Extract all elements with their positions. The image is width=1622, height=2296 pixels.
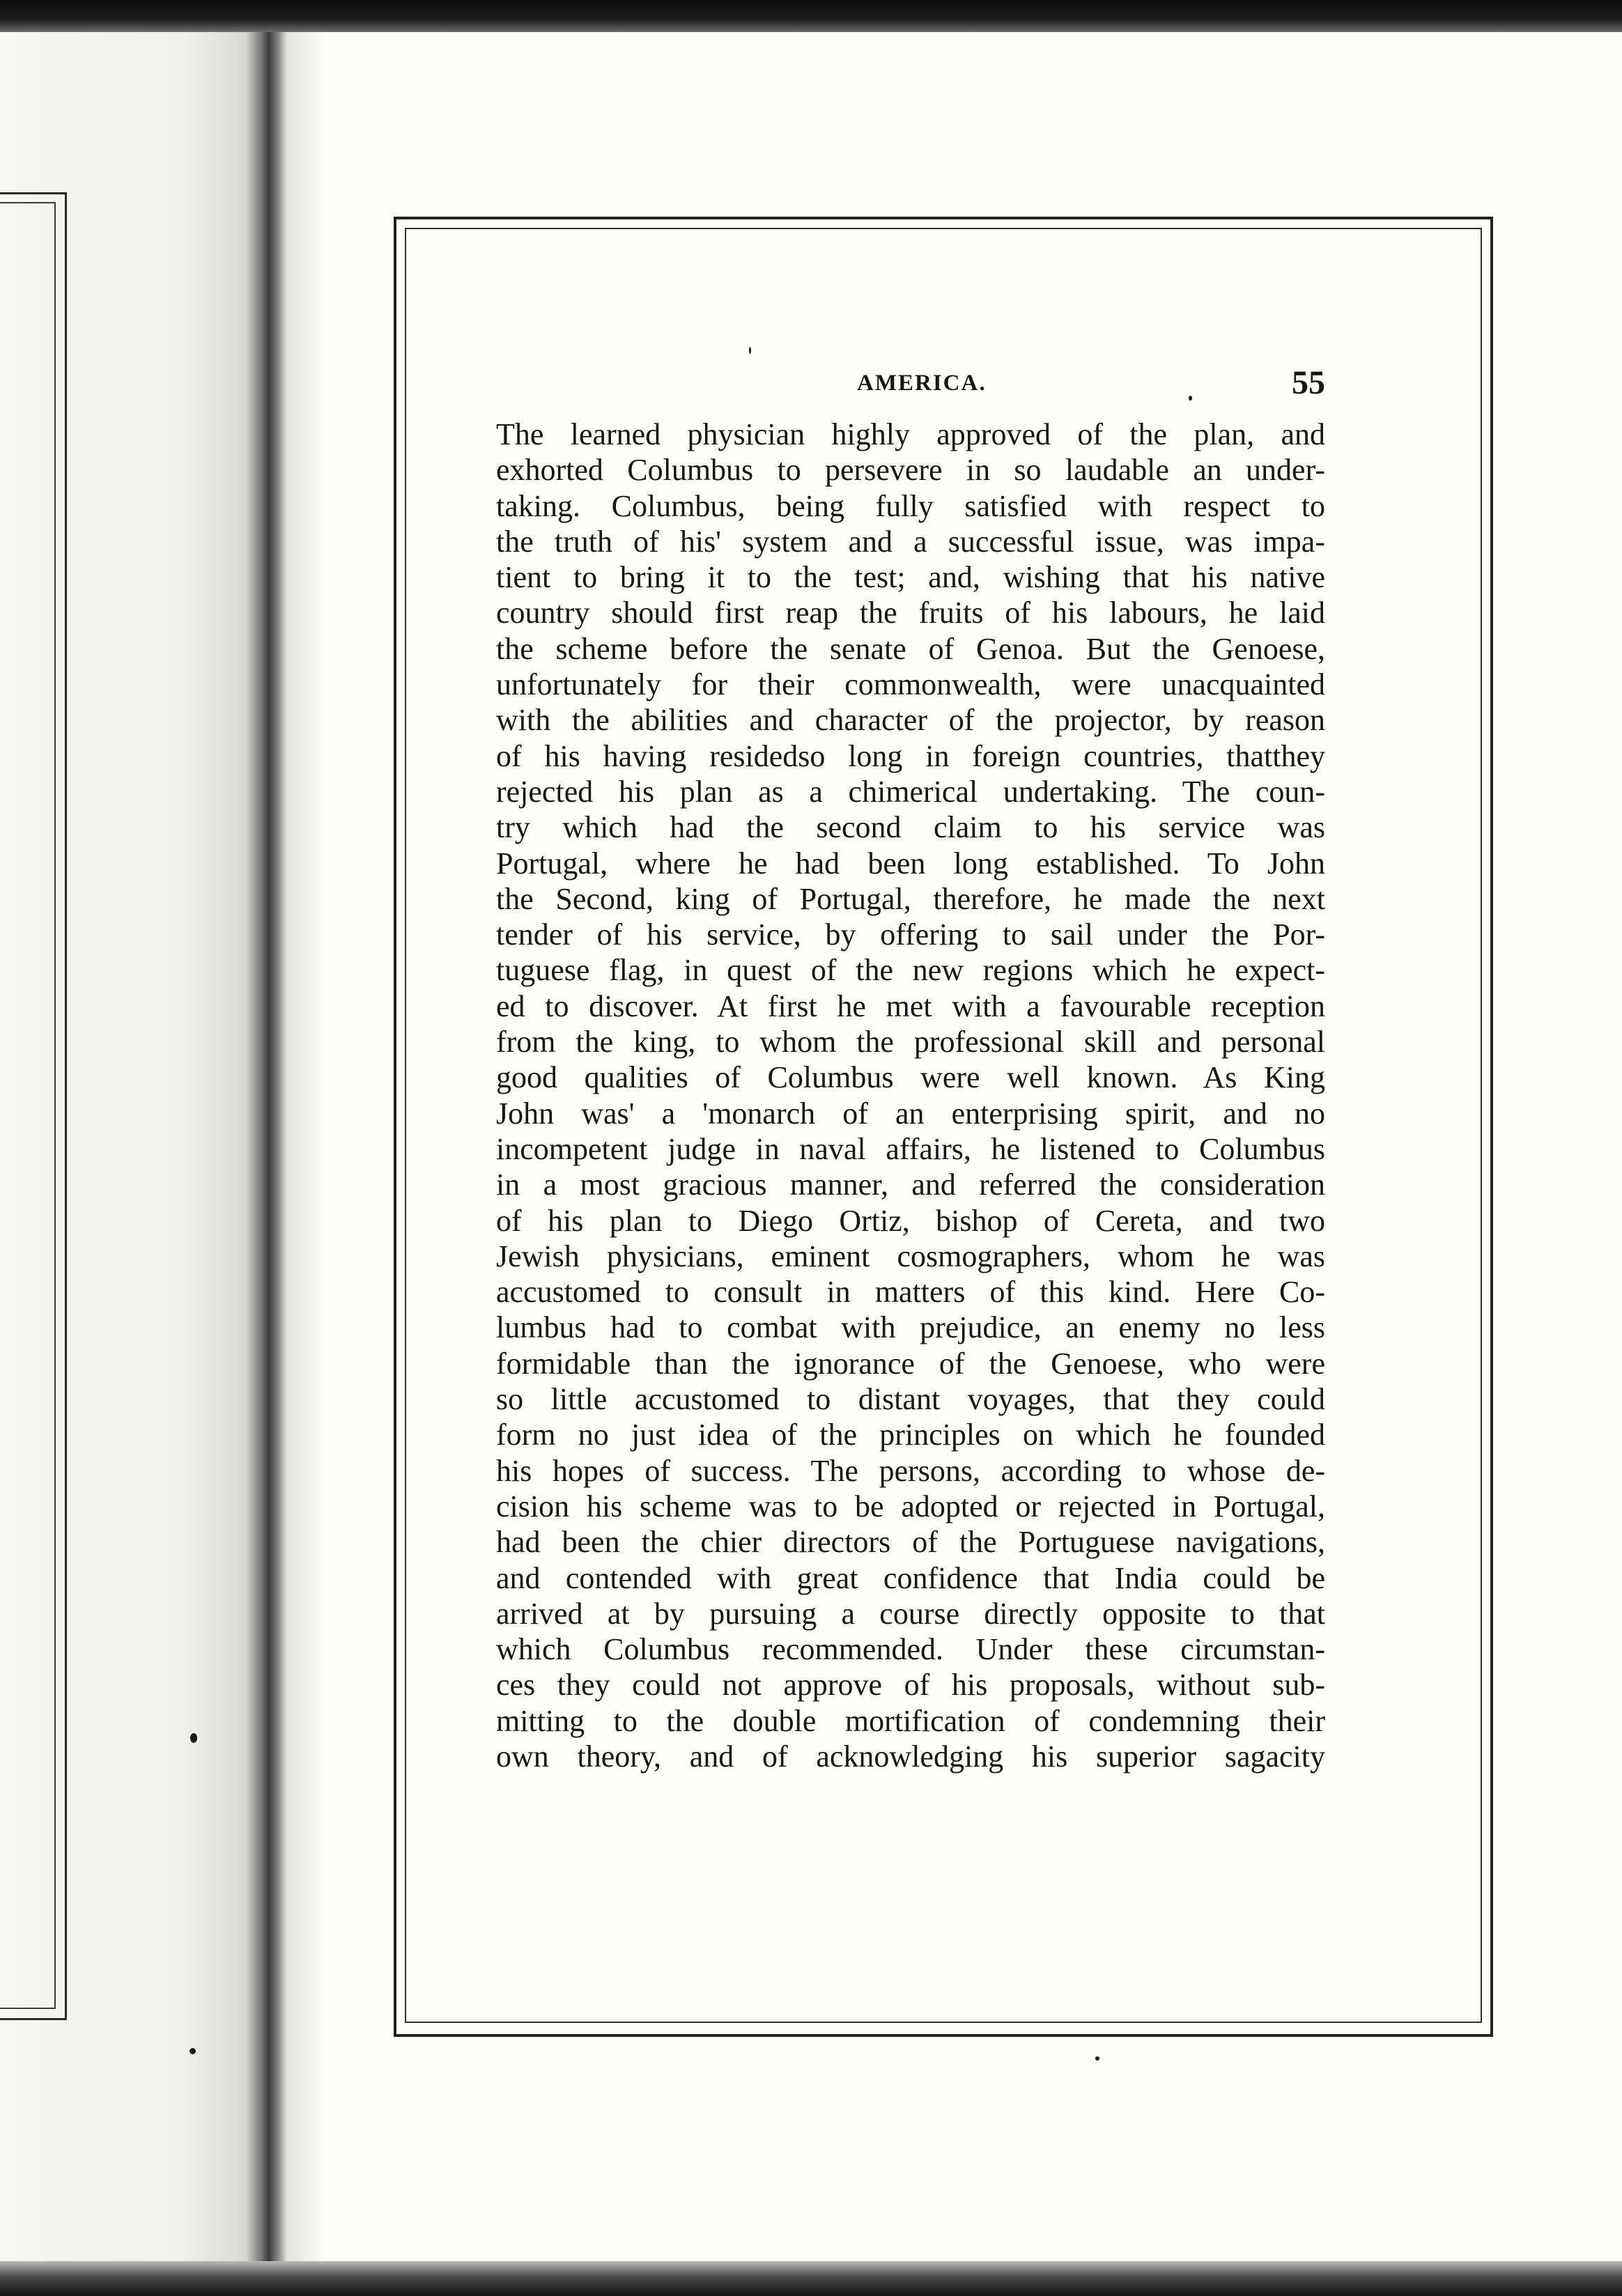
text-line: mitting to the double mortification of condemning their [496, 1703, 1325, 1738]
text-line: John was' a 'monarch of an enterprising spirit, and no [496, 1096, 1325, 1131]
text-line: his hopes of success. The persons, according to whose de- [496, 1453, 1325, 1488]
text-line: tuguese flag, in quest of the new regions which he expect- [496, 953, 1325, 988]
text-line: rejected his plan as a chimerical undertaking. The coun- [496, 774, 1325, 809]
text-line: taking. Columbus, being fully satisfied with respect to [496, 488, 1325, 523]
running-head-title: AMERICA. [857, 371, 987, 396]
text-line: country should first reap the fruits of his labours, he laid [496, 596, 1325, 630]
text-line: good qualities of Columbus were well known. As King [496, 1060, 1325, 1095]
text-line: accustomed to consult in matters of this kind. Here Co- [496, 1275, 1325, 1310]
text-line: ces they could not approve of his proposals, without sub- [496, 1668, 1325, 1702]
text-line: incompetent judge in naval affairs, he listened to Columbus [496, 1131, 1325, 1166]
text-line: the truth of his' system and a successful issue, was impa- [496, 524, 1325, 559]
ink-speck [190, 1733, 197, 1743]
text-line: tient to bring it to the test; and, wishing that his native [496, 560, 1325, 595]
text-line: lumbus had to combat with prejudice, an enemy no less [496, 1310, 1325, 1345]
scan-top-edge [0, 0, 1622, 32]
text-line: unfortunately for their commonwealth, were unacquainted [496, 667, 1325, 702]
text-line: the scheme before the senate of Genoa. But the Genoese, [496, 631, 1325, 666]
text-line: ed to discover. At first he met with a favourable reception [496, 988, 1325, 1023]
text-line: arrived at by pursuing a course directly opposite to that [496, 1596, 1325, 1631]
text-line: form no just idea of the principles on which he founded [496, 1418, 1325, 1452]
body-text [496, 417, 1325, 1774]
running-head [504, 364, 1325, 410]
text-line: of his having residedso long in foreign countries, thatthey [496, 738, 1325, 773]
text-line: Jewish physicians, eminent cosmographers, whom he was [496, 1239, 1325, 1273]
ink-speck [749, 347, 751, 354]
text-line: own theory, and of acknowledging his superior sagacity [496, 1739, 1325, 1774]
text-line: so little accustomed to distant voyages, that they could [496, 1382, 1325, 1417]
text-line: and contended with great confidence that India could be [496, 1560, 1325, 1595]
text-line: tender of his service, by offering to sail under the Por- [496, 917, 1325, 952]
left-page-border-inner [0, 202, 56, 2009]
page-number: 55 [1292, 364, 1325, 401]
text-line: with the abilities and character of the projector, by reason [496, 703, 1325, 738]
text-line: which Columbus recommended. Under these circumstan- [496, 1632, 1325, 1667]
book-gutter [247, 32, 286, 2261]
gutter-shadow [286, 32, 328, 2261]
text-line: formidable than the ignorance of the Genoese, who were [496, 1346, 1325, 1381]
text-line: Portugal, where he had been long established. To John [496, 846, 1325, 881]
ink-speck [1189, 396, 1192, 401]
text-line: had been the chier directors of the Portuguese navigations, [496, 1525, 1325, 1560]
text-line: from the king, to whom the professional skill and personal [496, 1025, 1325, 1060]
text-line: of his plan to Diego Ortiz, bishop of Cereta, and two [496, 1203, 1325, 1238]
text-line: in a most gracious manner, and referred the consideration [496, 1168, 1325, 1202]
text-line: exhorted Columbus to persevere in so laudable an under- [496, 453, 1325, 488]
text-line: cision his scheme was to be adopted or rejected in Portugal, [496, 1489, 1325, 1523]
text-line: The learned physician highly approved of the plan, and [496, 417, 1325, 451]
ink-speck [1095, 2056, 1099, 2061]
ink-speck [190, 2048, 196, 2054]
scan-bottom-edge [0, 2261, 1622, 2296]
text-line: the Second, king of Portugal, therefore, he made the next [496, 881, 1325, 916]
text-line: try which had the second claim to his service was [496, 810, 1325, 845]
